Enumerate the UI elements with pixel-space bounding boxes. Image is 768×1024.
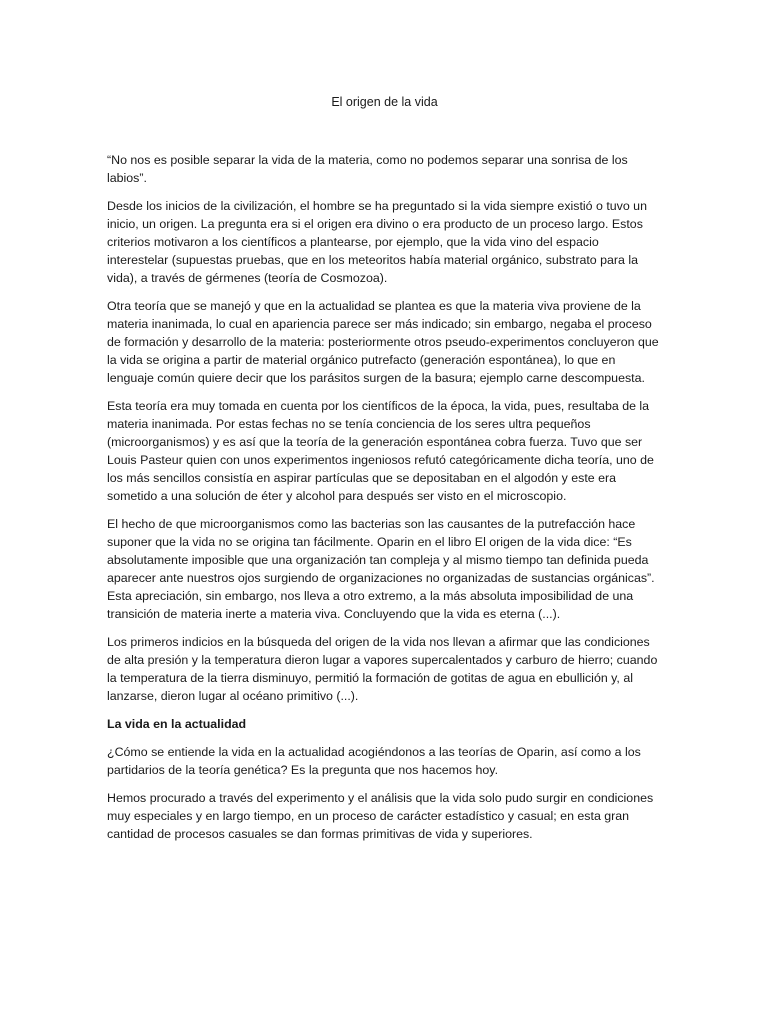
section-paragraph-2: Hemos procurado a través del experimento y el análisis que la vida solo pudo surgir en condiciones muy especiales y en largo tiempo, en un proceso de carácter estadístico y casual; en esta gran cantidad de procesos casuales se dan formas primitivas de vida y superiores.	[107, 791, 654, 841]
paragraph-4: El hecho de que microorganismos como las bacterias son las causantes de la putrefacción hace suponer que la vida no se origina tan fácilmente. Oparin en el libro El origen de la vida dice: “Es absolutamente imposible que una organización tan compleja y al mismo tiempo tan definida pueda aparecer ante nuestros ojos surgiendo de organizaciones no organizadas de sustancias orgánicas”. Esta apreciación, sin embargo, nos lleva a otro extremo, a la más absoluta imposibilidad de una transición de materia inerte a materia viva. Concluyendo que la vida es eterna (...).	[107, 517, 655, 621]
section-heading: La vida en la actualidad	[107, 717, 247, 731]
paragraph-1: Desde los inicios de la civilización, el hombre se ha preguntado si la vida siempre existió o tuvo un inicio, un origen. La pregunta era si el origen era divino o era producto de un proceso largo. Estos criterios motivaron a los científicos a plantearse, por ejemplo, que la vida vino del espacio interestelar (supuestas pruebas, que en los meteoritos había material orgánico, substrato para la vida), a través de gérmenes (teoría de Cosmozoa).	[107, 199, 647, 285]
paragraph-2: Otra teoría que se manejó y que en la actualidad se plantea es que la materia viva proviene de la materia inanimada, lo cual en apariencia parece ser más indicado; sin embargo, negaba el proceso de formación y desarrollo de la materia: posteriormente otros pseudo-experimentos concluyeron que la vida se origina a partir de material orgánico putrefacto (generación espontánea), lo que en lenguaje común quiere decir que los parásitos surgen de la basura; ejemplo carne descompuesta.	[107, 299, 659, 385]
document-body	[107, 151, 662, 853]
section-paragraph-1: ¿Cómo se entiende la vida en la actualidad acogiéndonos a las teorías de Oparin, así como a los partidarios de la teoría genética? Es la pregunta que nos hacemos hoy.	[107, 745, 641, 777]
paragraph-quote: “No nos es posible separar la vida de la materia, como no podemos separar una sonrisa de los labios”.	[107, 153, 628, 185]
paragraph-5: Los primeros indicios en la búsqueda del origen de la vida nos llevan a afirmar que las condiciones de alta presión y la temperatura dieron lugar a vapores supercalentados y carburo de hierro; cuando la temperatura de la tierra disminuyo, permitió la formación de gotitas de agua en ebullición y, al lanzarse, dieron lugar al océano primitivo (...).	[107, 635, 658, 703]
document-title: El origen de la vida	[331, 95, 438, 109]
paragraph-3: Esta teoría era muy tomada en cuenta por los científicos de la época, la vida, pues, resultaba de la materia inanimada. Por estas fechas no se tenía conciencia de los seres ultra pequeños (microorganismos) y es así que la teoría de la generación espontánea cobra fuerza. Tuvo que ser Louis Pasteur quien con unos experimentos ingeniosos refutó categóricamente dicha teoría, uno de los más sencillos consistía en aspirar partículas que se depositaban en el algodón y este era sometido a una solución de éter y alcohol para después ser visto en el microscopio.	[107, 399, 654, 503]
